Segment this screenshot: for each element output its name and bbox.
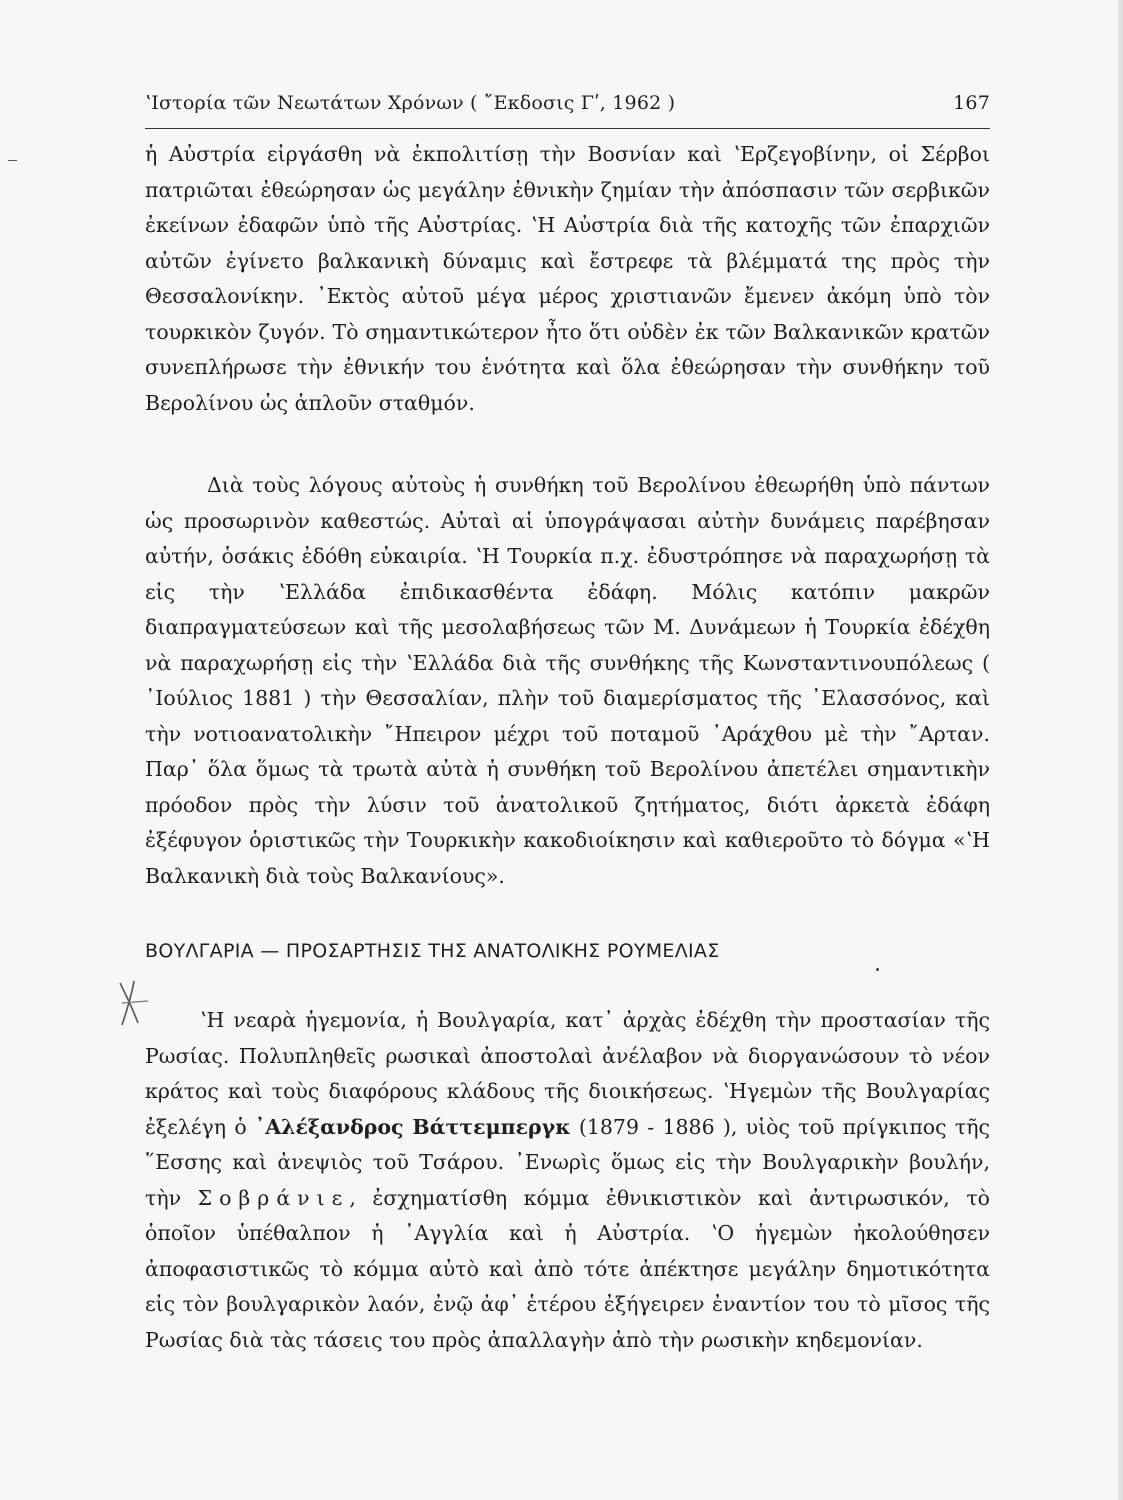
stray-dot-mark <box>876 968 879 971</box>
header-rule <box>145 128 990 129</box>
paragraph-3-part-c: , ἐσχηματίσθη κόμμα ἐθνικιστικὸν καὶ ἀντιρωσικόν, τὸ ὁποῖον ὑπέθαλπον ἡ ᾿Αγγλία καὶ ἡ Αὐστρία. ʽΟ ἡγεμὼν ἠκολούθησεν ἀποφασιστικῶς τὸ κόμμα αὐτὸ καὶ ἀπὸ τότε ἀπέκτησε μεγάλην δημοτικότητα εἰς τὸν βουλγαρικὸν λαόν, ἐνῷ ἀφ᾿ ἑτέρου ἐξήγειρεν ἐναντίον του τὸ μῖσος τῆς Ρωσίας διὰ τὰς τάσεις του πρὸς ἀπαλλαγὴν ἀπὸ τὴν ρωσικὴν κηδεμονίαν. <box>145 1185 991 1352</box>
spaced-word-sobranie: Σοβράνιε <box>197 1185 350 1210</box>
paragraph-2: Διὰ τοὺς λόγους αὐτοὺς ἡ συνθήκη τοῦ Βερολίνου ἐθεωρήθη ὑπὸ πάντων ὡς προσωρινὸν καθεστώς. Αὐταὶ αἱ ὑπογράψασαι αὐτὴν δυνάμεις παρέβησαν αὐτήν, ὁσάκις ἐδόθη εὐκαιρία. ʽΗ Τουρκία π.χ. ἐδυστρόπησε νὰ παραχωρήσῃ τὰ εἰς τὴν ʽΕλλάδα ἐπιδικασθέντα ἐδάφη. Μόλις κατόπιν μακρῶν διαπραγματεύσεων καὶ τῆς μεσολαβήσεως τῶν Μ. Δυνάμεων ἡ Τουρκία ἐδέχθη νὰ παραχωρήσῃ εἰς τὴν ʽΕλλάδα διὰ τῆς συνθήκης τῆς Κωνσταντινουπόλεως ( ᾿Ιούλιος 1881 ) τὴν Θεσσαλίαν, πλὴν τοῦ διαμερίσματος τῆς ᾿Ελασσόνος, καὶ τὴν νοτιοανατολικὴν ῎Ηπειρον μέχρι τοῦ ποταμοῦ ᾿Αράχθου μὲ τὴν ῎Αρταν. Παρ᾿ ὅλα ὅμως τὰ τρωτὰ αὐτὰ ἡ συνθήκη τοῦ Βερολίνου ἀπετέλει σημαντικὴν πρόοδον πρὸς τὴν λύσιν τοῦ ἀνατολικοῦ ζητήματος, διότι ἀρκετὰ ἐδάφη ἐξέφυγον ὁριστικῶς τὴν Τουρκικὴν κακοδιοίκησιν καὶ καθιεροῦτο τὸ δόγμα «ʽΗ Βαλκανικὴ διὰ τοὺς Βαλκανίους». <box>145 473 990 888</box>
paragraph-3-part-a: ʽΗ νεαρὰ ἡγεμονία, ἡ Βουλγαρία, κατ᾿ ἀρχὰς ἐδέχθη τὴν προστασίαν τῆς Ρωσίας. Πολυπληθεῖς ρωσικαὶ ἀποστολαὶ ἀνέλαβον νὰ διοργανώσουν τὸ νέον κράτος καὶ τοὺς διαφόρους κλάδους τῆς διοικήσεως. ʽΗγεμὼν τῆς Βουλγαρίας ἐξελέγη ὁ <box>145 1008 990 1139</box>
bold-name-alexandros: ᾿Αλέξανδρος Βάττεμπεργκ <box>254 1114 571 1139</box>
paragraph-3 <box>145 1003 990 1358</box>
page-edge-shadow <box>1118 0 1123 1500</box>
section-heading: ΒΟΥΛΓΑΡΙΑ — ΠΡΟΣΑΡΤΗΣΙΣ ΤΗΣ ΑΝΑΤΟΛΙΚΗΣ ΡΟΥΜΕΛΙΑΣ <box>145 940 720 962</box>
page-number: 167 <box>953 92 990 114</box>
running-header <box>145 92 990 128</box>
paragraph-3-part-b: (1879 - 1886 ), υἱὸς τοῦ πρίγκιπος τῆς ῞Εσσης καὶ ἀνεψιὸς τοῦ Τσάρου. ᾿Ενωρὶς ὅμως εἰς τὴν Βουλγαρικὴν βουλήν, τὴν <box>145 1114 991 1210</box>
margin-dash-mark <box>8 160 17 161</box>
running-title: ʽΙστορία τῶν Νεωτάτων Χρόνων ( ῎Εκδοσις Γʹ, 1962 ) <box>145 92 676 114</box>
paragraph-1: ἡ Αὐστρία εἰργάσθη νὰ ἐκπολιτίσῃ τὴν Βοσνίαν καὶ ʽΕρζεγοβίνην, οἱ Σέρβοι πατριῶται ἐθεώρησαν ὡς μεγάλην ἐθνικὴν ζημίαν τὴν ἀπόσπασιν τῶν σερβικῶν ἐκείνων ἐδαφῶν ὑπὸ τῆς Αὐστρίας. ʽΗ Αὐστρία διὰ τῆς κατοχῆς τῶν ἐπαρχιῶν αὐτῶν ἐγίνετο βαλκανικὴ δύναμις καὶ ἔστρεφε τὰ βλέμματά της πρὸς τὴν Θεσσαλονίκην. ᾿Εκτὸς αὐτοῦ μέγα μέρος χριστιανῶν ἔμενεν ἀκόμη ὑπὸ τὸν τουρκικὸν ζυγόν. Τὸ σημαντικώτερον ἦτο ὅτι οὐδὲν ἐκ τῶν Βαλκανικῶν κρατῶν συνεπλήρωσε τὴν ἐθνικήν του ἑνότητα καὶ ὅλα ἐθεώρησαν τὴν συνθήκην τοῦ Βερολίνου ὡς ἁπλοῦν σταθμόν. <box>145 142 990 415</box>
